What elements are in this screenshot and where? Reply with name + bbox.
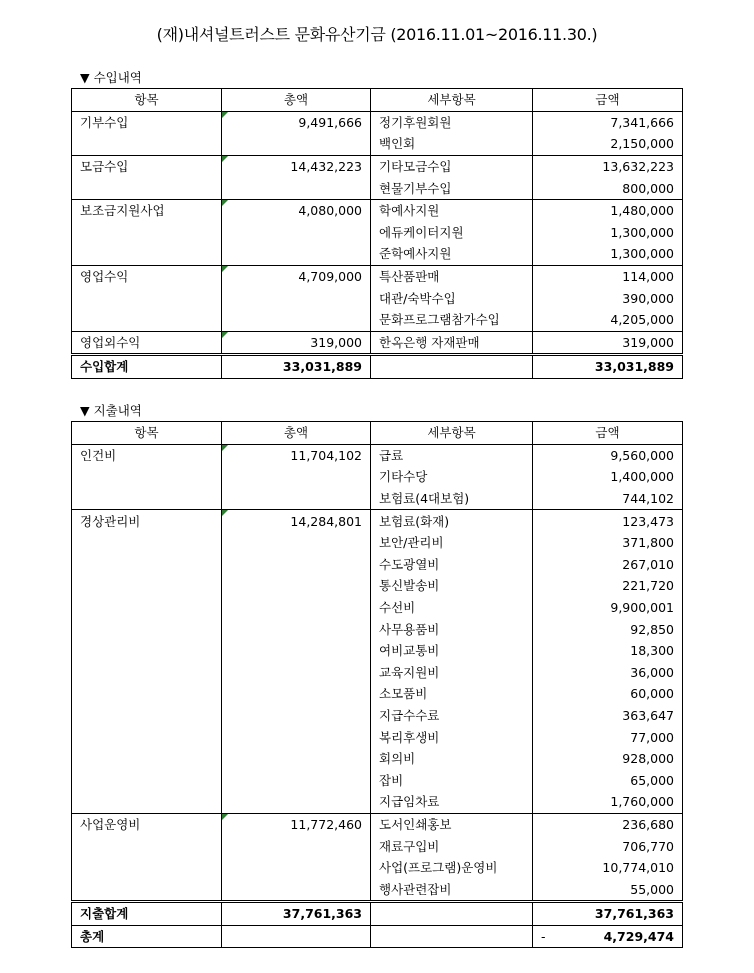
category-cell [72, 770, 222, 792]
category-total-cell [222, 857, 371, 879]
amount-cell: 60,000 [533, 683, 683, 705]
summary-total: 33,031,889 [222, 355, 371, 379]
amount-cell: 390,000 [533, 287, 683, 309]
category-total-cell [222, 662, 371, 684]
category-total-value: 14,284,801 [290, 513, 362, 529]
table-row [72, 878, 683, 901]
subitem-cell: 복리후생비 [371, 726, 533, 748]
cell-comment-marker [222, 200, 228, 206]
subitem-cell: 보안/관리비 [371, 532, 533, 554]
category-cell: 보조금지원사업 [72, 199, 222, 221]
header-amount: 금액 [533, 422, 683, 445]
category-total-value: 319,000 [310, 334, 362, 350]
category-total-cell [222, 177, 371, 199]
subitem-cell: 사업(프로그램)운영비 [371, 857, 533, 879]
subitem-cell: 교육지원비 [371, 662, 533, 684]
header-total: 총액 [222, 89, 371, 112]
subitem-cell: 기타수당 [371, 466, 533, 488]
amount-cell: 77,000 [533, 726, 683, 748]
subitem-cell: 정기후원회원 [371, 111, 533, 133]
category-cell [72, 287, 222, 309]
category-cell: 모금수입 [72, 155, 222, 177]
subitem-cell: 보험료(화재) [371, 510, 533, 532]
cell-comment-marker [222, 266, 228, 272]
table-row [72, 597, 683, 619]
table-row [72, 111, 683, 133]
grand-total-row [72, 925, 683, 948]
subitem-cell: 소모품비 [371, 683, 533, 705]
category-total-cell [222, 597, 371, 619]
subitem-cell: 잡비 [371, 770, 533, 792]
subitem-cell: 지급수수료 [371, 705, 533, 727]
table-row [72, 726, 683, 748]
table-row [72, 618, 683, 640]
category-total-cell [222, 243, 371, 265]
amount-cell: 1,300,000 [533, 243, 683, 265]
table-row [72, 331, 683, 355]
category-total-value: 11,772,460 [290, 816, 362, 832]
subitem-cell: 통신발송비 [371, 575, 533, 597]
category-total-cell [222, 726, 371, 748]
amount-cell: 36,000 [533, 662, 683, 684]
category-cell: 영업외수익 [72, 331, 222, 355]
subitem-cell: 대관/숙박수입 [371, 287, 533, 309]
category-total-value: 4,709,000 [298, 269, 362, 285]
category-total-cell [222, 813, 371, 835]
expense-header-row [72, 422, 683, 445]
header-category: 항목 [72, 422, 222, 445]
category-cell [72, 575, 222, 597]
category-total-cell [222, 287, 371, 309]
summary-total: 37,761,363 [222, 902, 371, 926]
cell-comment-marker [222, 156, 228, 162]
header-category: 항목 [72, 89, 222, 112]
category-total-cell [222, 835, 371, 857]
table-row [72, 222, 683, 244]
category-cell [72, 662, 222, 684]
summary-amount-value: 37,761,363 [594, 906, 674, 922]
category-total-cell [222, 331, 371, 355]
table-row [72, 662, 683, 684]
sign-marker: - [541, 928, 546, 944]
amount-cell: 92,850 [533, 618, 683, 640]
category-total-cell [222, 444, 371, 466]
category-cell: 사업운영비 [72, 813, 222, 835]
subtotal-row [72, 902, 683, 926]
subitem-cell: 지급임차료 [371, 791, 533, 813]
category-cell [72, 683, 222, 705]
summary-amount-value: 33,031,889 [594, 359, 674, 375]
header-subitem: 세부항목 [371, 422, 533, 445]
amount-cell: 371,800 [533, 532, 683, 554]
amount-cell: 123,473 [533, 510, 683, 532]
header-total: 총액 [222, 422, 371, 445]
amount-cell: 1,760,000 [533, 791, 683, 813]
table-row [72, 199, 683, 221]
category-total-cell [222, 222, 371, 244]
category-cell [72, 466, 222, 488]
amount-cell: 221,720 [533, 575, 683, 597]
amount-cell: 1,480,000 [533, 199, 683, 221]
amount-cell: 55,000 [533, 878, 683, 901]
table-row [72, 813, 683, 835]
table-row [72, 488, 683, 510]
table-row [72, 265, 683, 287]
summary-total [222, 925, 371, 948]
category-total-cell [222, 466, 371, 488]
amount-cell: 9,900,001 [533, 597, 683, 619]
table-row [72, 532, 683, 554]
subitem-cell: 한옥은행 자재판매 [371, 331, 533, 355]
subtotal-row [72, 355, 683, 379]
category-total-value: 14,432,223 [290, 159, 362, 175]
category-total-cell [222, 640, 371, 662]
header-subitem: 세부항목 [371, 89, 533, 112]
category-cell [72, 488, 222, 510]
summary-amount-value: 4,729,474 [603, 928, 674, 944]
table-row [72, 243, 683, 265]
subitem-cell: 준학예사지원 [371, 243, 533, 265]
category-cell [72, 177, 222, 199]
subitem-cell: 수도광열비 [371, 554, 533, 576]
amount-cell: 114,000 [533, 265, 683, 287]
category-cell [72, 597, 222, 619]
category-cell: 기부수입 [72, 111, 222, 133]
summary-amount [533, 925, 683, 948]
cell-comment-marker [222, 510, 228, 516]
table-row [72, 466, 683, 488]
category-total-cell [222, 770, 371, 792]
income-header-row [72, 89, 683, 112]
table-row [72, 155, 683, 177]
category-total-cell [222, 532, 371, 554]
amount-cell: 267,010 [533, 554, 683, 576]
table-row [72, 748, 683, 770]
category-cell [72, 835, 222, 857]
category-total-cell [222, 878, 371, 901]
summary-label: 수입합계 [72, 355, 222, 379]
income-table [71, 88, 683, 379]
summary-label: 지출합계 [72, 902, 222, 926]
category-total-cell [222, 111, 371, 133]
table-row [72, 309, 683, 331]
table-row [72, 835, 683, 857]
amount-cell: 65,000 [533, 770, 683, 792]
income-section-heading: ▼ 수입내역 [80, 70, 142, 85]
header-amount: 금액 [533, 89, 683, 112]
subitem-cell: 문화프로그램참가수입 [371, 309, 533, 331]
expense-section-heading: ▼ 지출내역 [80, 403, 142, 418]
amount-cell: 1,300,000 [533, 222, 683, 244]
category-cell [72, 618, 222, 640]
table-row [72, 857, 683, 879]
subitem-cell: 수선비 [371, 597, 533, 619]
cell-comment-marker [222, 445, 228, 451]
table-row [72, 770, 683, 792]
category-cell [72, 705, 222, 727]
category-cell: 인건비 [72, 444, 222, 466]
category-total-cell [222, 510, 371, 532]
subitem-cell: 급료 [371, 444, 533, 466]
table-row [72, 444, 683, 466]
category-cell [72, 532, 222, 554]
subitem-cell: 보험료(4대보험) [371, 488, 533, 510]
category-cell [72, 857, 222, 879]
subitem-cell: 현물기부수입 [371, 177, 533, 199]
page-title: (재)내셔널트러스트 문화유산기금 (2016.11.01~2016.11.30.) [156, 25, 598, 44]
table-row [72, 575, 683, 597]
category-total-cell [222, 309, 371, 331]
category-cell [72, 726, 222, 748]
amount-cell: 363,647 [533, 705, 683, 727]
subitem-cell: 기타모금수입 [371, 155, 533, 177]
amount-cell: 13,632,223 [533, 155, 683, 177]
category-cell: 경상관리비 [72, 510, 222, 532]
table-row [72, 177, 683, 199]
category-total-cell [222, 791, 371, 813]
category-cell [72, 222, 222, 244]
cell-comment-marker [222, 332, 228, 338]
amount-cell: 4,205,000 [533, 309, 683, 331]
amount-cell: 7,341,666 [533, 111, 683, 133]
category-cell [72, 791, 222, 813]
summary-empty [371, 902, 533, 926]
category-total-value: 11,704,102 [290, 447, 362, 463]
amount-cell: 928,000 [533, 748, 683, 770]
table-row [72, 791, 683, 813]
expense-table [71, 421, 683, 948]
category-cell [72, 554, 222, 576]
category-total-cell [222, 554, 371, 576]
category-cell: 영업수익 [72, 265, 222, 287]
amount-cell: 744,102 [533, 488, 683, 510]
summary-amount [533, 902, 683, 926]
summary-empty [371, 925, 533, 948]
subitem-cell: 사무용품비 [371, 618, 533, 640]
category-total-cell [222, 748, 371, 770]
amount-cell: 10,774,010 [533, 857, 683, 879]
category-total-cell [222, 133, 371, 155]
amount-cell: 706,770 [533, 835, 683, 857]
table-row [72, 683, 683, 705]
category-total-cell [222, 683, 371, 705]
subitem-cell: 에듀케이터지원 [371, 222, 533, 244]
amount-cell: 9,560,000 [533, 444, 683, 466]
subitem-cell: 특산품판매 [371, 265, 533, 287]
category-total-cell [222, 199, 371, 221]
amount-cell: 18,300 [533, 640, 683, 662]
amount-cell: 1,400,000 [533, 466, 683, 488]
category-total-cell [222, 618, 371, 640]
amount-cell: 2,150,000 [533, 133, 683, 155]
subitem-cell: 여비교통비 [371, 640, 533, 662]
table-row [72, 640, 683, 662]
subitem-cell: 회의비 [371, 748, 533, 770]
subitem-cell: 학예사지원 [371, 199, 533, 221]
table-row [72, 705, 683, 727]
table-row [72, 287, 683, 309]
table-row [72, 133, 683, 155]
cell-comment-marker [222, 814, 228, 820]
subitem-cell: 재료구입비 [371, 835, 533, 857]
subitem-cell: 행사관련잡비 [371, 878, 533, 901]
table-row [72, 510, 683, 532]
category-cell [72, 878, 222, 901]
category-total-cell [222, 705, 371, 727]
subitem-cell: 백인회 [371, 133, 533, 155]
summary-empty [371, 355, 533, 379]
amount-cell: 236,680 [533, 813, 683, 835]
category-total-cell [222, 575, 371, 597]
table-row [72, 554, 683, 576]
cell-comment-marker [222, 112, 228, 118]
summary-label: 총계 [72, 925, 222, 948]
category-cell [72, 309, 222, 331]
category-total-cell [222, 155, 371, 177]
category-cell [72, 640, 222, 662]
category-cell [72, 243, 222, 265]
amount-cell: 800,000 [533, 177, 683, 199]
category-total-value: 9,491,666 [298, 114, 362, 130]
category-total-cell [222, 265, 371, 287]
summary-amount [533, 355, 683, 379]
category-total-value: 4,080,000 [298, 203, 362, 219]
category-cell [72, 748, 222, 770]
subitem-cell: 도서인쇄홍보 [371, 813, 533, 835]
category-total-cell [222, 488, 371, 510]
category-cell [72, 133, 222, 155]
amount-cell: 319,000 [533, 331, 683, 355]
